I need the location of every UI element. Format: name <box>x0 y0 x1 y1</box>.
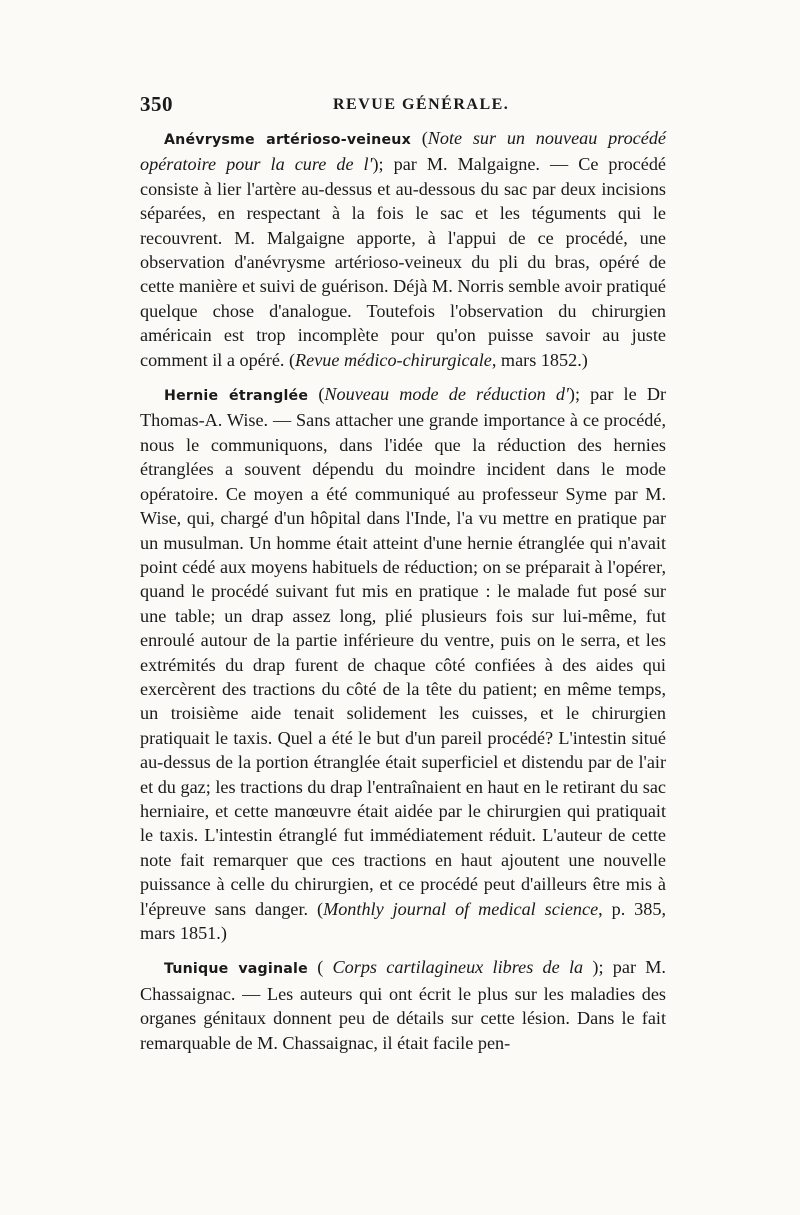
article-heading: Anévrysme artérioso-veineux <box>164 132 411 148</box>
article-heading: Tunique vaginale <box>164 961 308 978</box>
page-header <box>140 92 670 122</box>
page-number: 350 <box>140 92 173 116</box>
article-heading: Hernie étranglée <box>164 388 309 405</box>
page-body <box>140 126 666 1055</box>
article-text: ); par M. Malgaigne. — Ce procédé consiste à lier l'artère au-dessus et au-dessous du sac par deux incisions séparées, en respectant à la fois le sac et les téguments qui le recouvrent. M. Malgaigne apporte, à l'appui de ce procédé, une observation d'anévrysme artérioso-veineux du pli du bras, opéré de cette manière et suivi de guérison. Déjà M. Norris semble avoir pratiqué quelque chose d'analogue. Toutefois l'observation du chirurgien américain est trop incomplète pour qu'on puisse savoir au juste comment il a opéré. ( <box>140 154 666 370</box>
article-text: ); par le Dr Thomas-A. Wise. — Sans attacher une grande importance à ce procédé, nous le communiquons, dans l'idée que la réduction des hernies étranglées a souvent dépendu du moindre incident dans le mode opératoire. Ce moyen a été communiqué au professeur Syme par M. Wise, qui, chargé d'un hôpital dans l'Inde, l'a vu mettre en pratique par un musulman. Un homme était atteint d'une hernie étranglée qui n'avait point cédé aux moyens habituels de réduction; on se préparait à l'opérer, quand le procédé suivant fut mis en pratique : le malade fut posé sur une table; un drap assez long, plié plusieurs fois sur lui-même, fut enroulé autour de la partie inférieure du ventre, puis on le serra, et les extrémités du drap furent de chaque côté confiées à des aides qui exercèrent des tractions du côté de la tête du patient; en même temps, un troisième aide tenait solidement les cuisses, et le chirurgien pratiquait le taxis. Quel a été le but d'un pareil procédé? L'intestin situé au-dessus de la portion étranglée était superficiel et distendu par de l'air et du gaz; les tractions du drap l'entraînaient en haut en le retirant du sac herniaire, et cette manœuvre était aidée par le chirurgien qui pratiquait le taxis. L'intestin étranglé fut immédiatement réduit. L'auteur de cette note fait remarquer que ces tractions en haut ajoutent une nouvelle puissance à celle du chirurgien, et ce procédé peut d'ailleurs être mis à l'épreuve sans danger. ( <box>140 384 667 919</box>
article-subtitle: Note sur un nouveau procédé opératoire pour la cure de l' <box>140 128 666 175</box>
article-anevrysme: Anévrysme artérioso-veineux (Note sur un nouveau procédé opératoire pour la cure de l'); par M. Malgaigne. — Ce procédé consiste à lier l'artère au-dessus et au-dessous du sac par deux incisions séparées, en respectant à la fois le sac et les téguments qui le recouvrent. M. Malgaigne apporte, à l'appui de ce procédé, une observation d'anévrysme artérioso-veineux du pli du bras, opéré de cette manière et suivi de guérison. Déjà M. Norris semble avoir pratiqué quelque chose d'analogue. Toutefois l'observation du chirurgien américain est trop incomplète pour qu'on puisse savoir au juste comment il a opéré. (Revue médico-chirurgicale, mars 1852.) <box>140 128 666 370</box>
article-source: Monthly journal of medical science <box>323 898 599 919</box>
article-text: ); par M. Chassaignac. — Les auteurs qui ont écrit le plus sur les maladies des organes génitaux donnent peu de détails sur cette lésion. Dans le fait remarquable de M. Chassaignac, il était facile pen- <box>140 957 666 1053</box>
article-source: Revue médico-chirurgicale <box>295 349 492 370</box>
article-subtitle: Nouveau mode de réduction d' <box>324 384 569 405</box>
article-hernie: Hernie étranglée (Nouveau mode de réduction d'); par le Dr Thomas-A. Wise. — Sans attacher une grande importance à ce procédé, nous le communiquons, dans l'idée que la réduction des hernies étranglées a souvent dépendu du moindre incident dans le mode opératoire. Ce moyen a été communiqué au professeur Syme par M. Wise, qui, chargé d'un hôpital dans l'Inde, l'a vu mettre en pratique par un musulman. Un homme était atteint d'une hernie étranglée qui n'avait point cédé aux moyens habituels de réduction; on se préparait à l'opérer, quand le procédé suivant fut mis en pratique : le malade fut posé sur une table; un drap assez long, plié plusieurs fois sur lui-même, fut enroulé autour de la partie inférieure du ventre, puis on le serra, et les extrémités du drap furent de chaque côté confiées à des aides qui exercèrent des tractions du côté de la tête du patient; en même temps, un troisième aide tenait solidement les cuisses, et le chirurgien pratiquait le taxis. Quel a été le but d'un pareil procédé? L'intestin situé au-dessus de la portion étranglée était superficiel et distendu par de l'air et du gaz; les tractions du drap l'entraînaient en haut en le retirant du sac herniaire, et cette manœuvre était aidée par le chirurgien qui pratiquait le taxis. L'intestin étranglé fut immédiatement réduit. L'auteur de cette note fait remarquer que ces tractions en haut ajoutent une nouvelle puissance à celle du chirurgien, et ce procédé peut d'ailleurs être mis à l'épreuve sans danger. (Monthly journal of medical science, p. 385, mars 1851.) <box>140 384 667 943</box>
article-tunique: Tunique vaginale ( Corps cartilagineux libres de la ); par M. Chassaignac. — Les auteurs qui ont écrit le plus sur les maladies des organes génitaux donnent peu de détails sur cette lésion. Dans le fait remarquable de M. Chassaignac, il était facile pen- <box>140 957 666 1053</box>
running-title: REVUE GÉNÉRALE. <box>333 96 510 113</box>
article-subtitle: Corps cartilagineux libres de la <box>332 957 584 978</box>
